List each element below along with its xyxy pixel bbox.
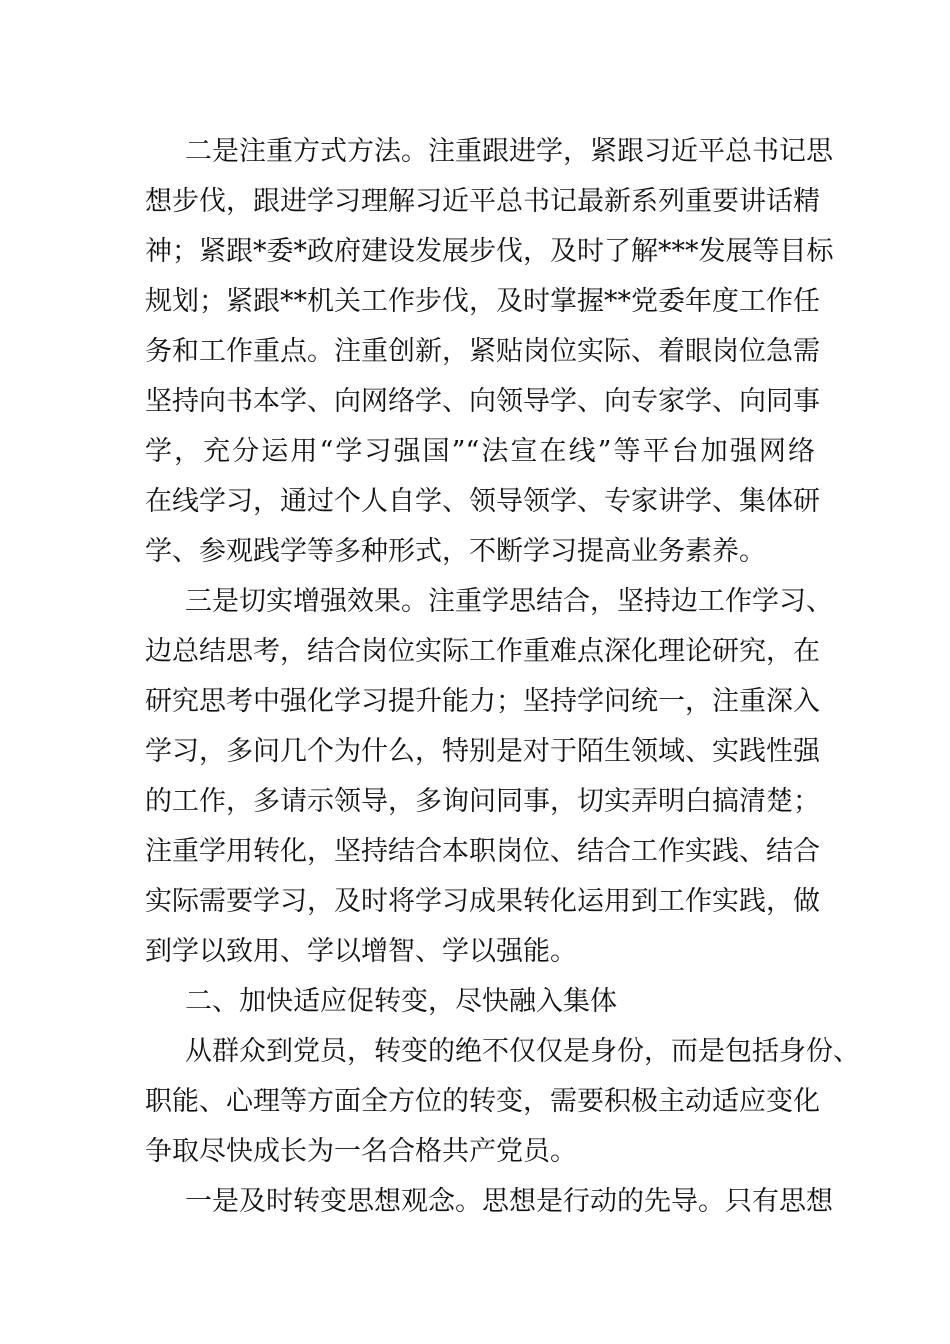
text-line: 职能、心理等方面全方位的转变，需要积极主动适应变化	[145, 1086, 820, 1117]
text-line: 规划；紧跟**机关工作步伐，及时掌握**党委年度工作任	[145, 286, 820, 317]
text-line: 实际需要学习，及时将学习成果转化运用到工作实践，做	[145, 886, 820, 917]
text-line: 在线学习，通过个人自学、领导领学、专家讲学、集体研	[145, 486, 820, 517]
text-line: 从群众到党员，转变的绝不仅仅是身份，而是包括身份、	[185, 1036, 860, 1067]
text-line: 想步伐，跟进学习理解习近平总书记最新系列重要讲话精	[145, 186, 820, 217]
text-line: 务和工作重点。注重创新，紧贴岗位实际、着眼岗位急需	[145, 336, 820, 367]
document-page	[145, 127, 860, 1227]
text-line: 到学以致用、学以增智、学以强能。	[145, 936, 577, 967]
text-line: 神；紧跟*委*政府建设发展步伐，及时了解***发展等目标	[145, 236, 834, 267]
text-line: 坚持向书本学、向网络学、向领导学、向专家学、向同事	[145, 386, 820, 417]
text-line: 边总结思考，结合岗位实际工作重难点深化理论研究，在	[145, 636, 820, 667]
text-line: 二是注重方式方法。注重跟进学，紧跟习近平总书记思	[185, 136, 833, 167]
section-heading: 二、加快适应促转变，尽快融入集体	[185, 986, 617, 1017]
text-line: 三是切实增强效果。注重学思结合，坚持边工作学习、	[185, 586, 833, 617]
text-line: 一是及时转变思想观念。思想是行动的先导。只有思想	[185, 1186, 833, 1217]
text-line: 研究思考中强化学习提升能力；坚持学问统一，注重深入	[145, 686, 820, 717]
text-line: 注重学用转化，坚持结合本职岗位、结合工作实践、结合	[145, 836, 820, 867]
text-line: 争取尽快成长为一名合格共产党员。	[145, 1136, 577, 1167]
text-line: 的工作，多请示领导，多询问同事，切实弄明白搞清楚；	[145, 786, 820, 817]
text-line: 学习，多问几个为什么，特别是对于陌生领域、实践性强	[145, 736, 820, 767]
text-line: 学，充分运用“学习强国”“法宣在线”等平台加强网络	[145, 436, 815, 467]
text-line: 学、参观践学等多种形式，不断学习提高业务素养。	[145, 536, 766, 567]
